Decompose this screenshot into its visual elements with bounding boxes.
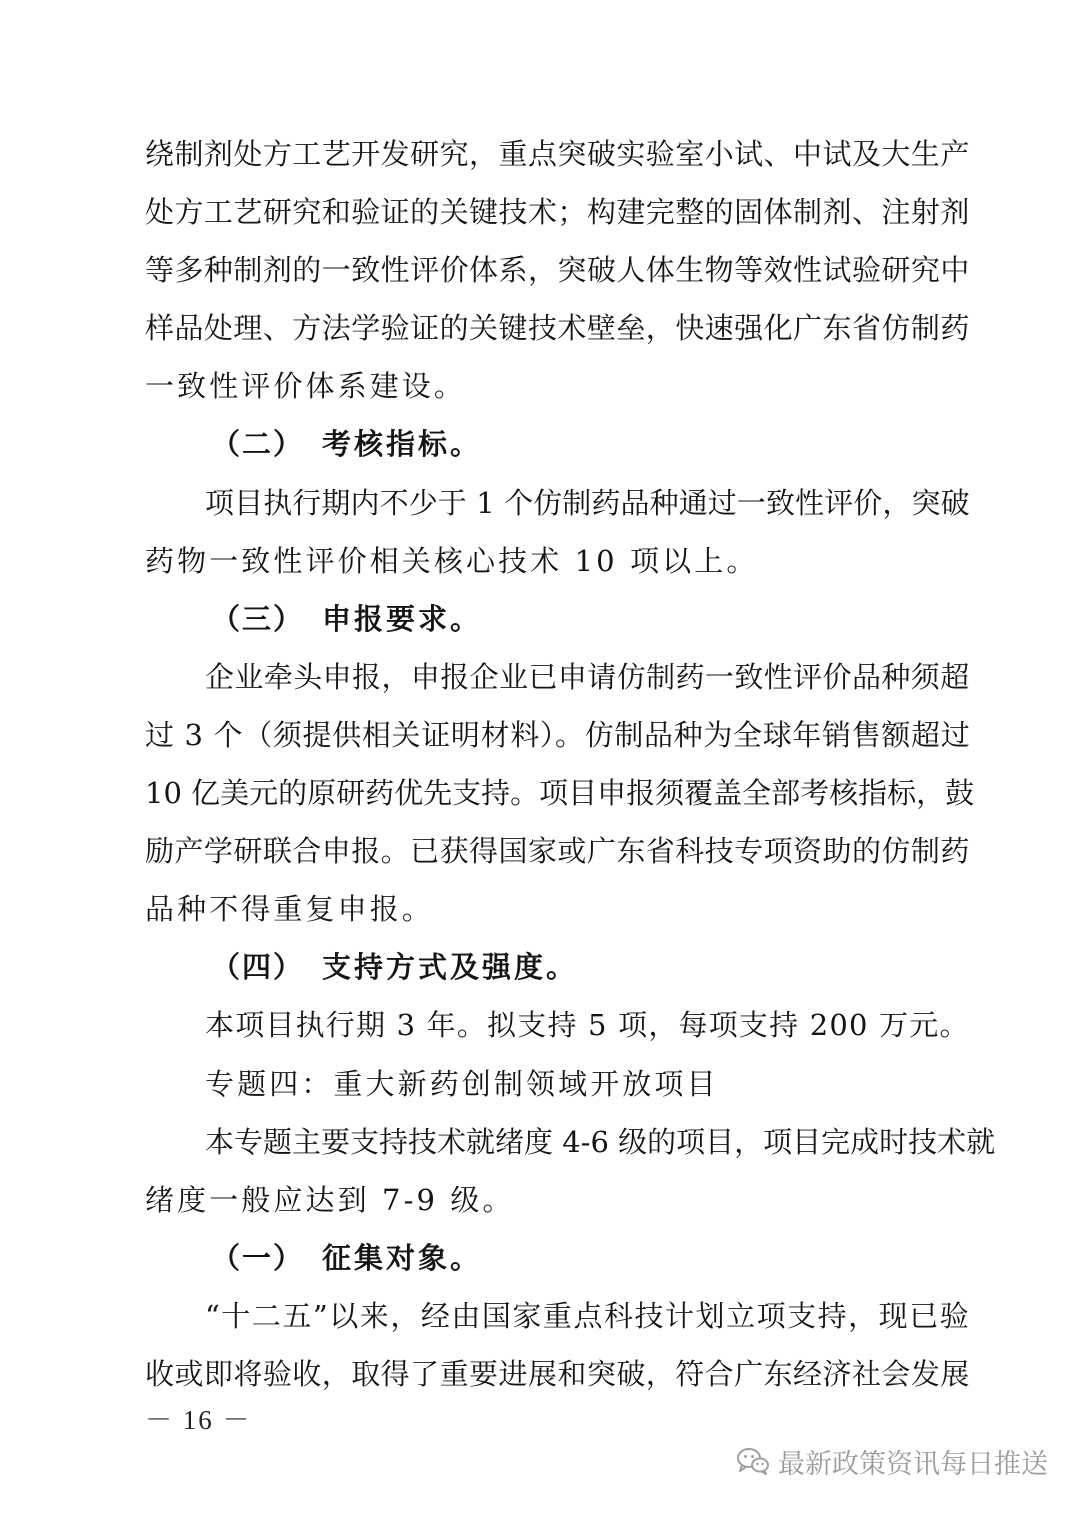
section-heading-number: （一） (211, 1240, 305, 1275)
section-heading-title: 考核指标。 (322, 427, 483, 462)
text-line: 品种不得重复申报。 (145, 892, 434, 927)
text-line: 专题四：重大新药创制领域开放项目 (205, 1066, 719, 1101)
text-line: 10 亿美元的原研药优先支持。项目申报须覆盖全部考核指标，鼓 (145, 776, 975, 811)
text-line: 样品处理、方法学验证的关键技术壁垒，快速强化广东省仿制药 (145, 311, 970, 346)
text-line: 企业牵头申报，申报企业已申请仿制药一致性评价品种须超 (205, 659, 970, 694)
text-line: 过 3 个（须提供相关证明材料）。仿制品种为全球年销售额超过 (145, 717, 971, 752)
text-line: 等多种制剂的一致性评价体系，突破人体生物等效性试验研究中 (145, 253, 970, 288)
section-heading-number: （二） (211, 427, 305, 462)
body-paragraph (145, 1055, 970, 1113)
text-line: 药物一致性评价相关核心技术 10 项以上。 (145, 543, 759, 578)
text-line: 本项目执行期 3 年。拟支持 5 项，每项支持 200 万元。 (205, 1008, 970, 1043)
section-heading-title: 征集对象。 (322, 1240, 483, 1275)
section-heading-title: 支持方式及强度。 (322, 950, 579, 985)
text-line: 收或即将验收，取得了重要进展和突破，符合广东经济社会发展 (145, 1356, 970, 1391)
body-paragraph (145, 1287, 970, 1403)
text-line: 一致性评价体系建设。 (145, 369, 467, 404)
text-line: 项目执行期内不少于 1 个仿制药品种通过一致性评价，突破 (205, 485, 970, 520)
section-heading (145, 1229, 970, 1287)
body-paragraph (145, 474, 970, 590)
page-number: － 16 － (145, 1405, 252, 1435)
document-body (145, 125, 996, 1403)
body-paragraph (145, 125, 970, 415)
text-line: 本专题主要支持技术就绪度 4-6 级的项目，项目完成时技术就 (205, 1124, 996, 1159)
text-line: 处方工艺研究和验证的关键技术；构建完整的固体制剂、注射剂 (145, 195, 970, 230)
text-line: “十二五”以来，经由国家重点科技计划立项支持，现已验 (205, 1298, 971, 1333)
section-heading (145, 415, 970, 473)
section-heading-number: （四） (211, 950, 305, 985)
text-line: 绕制剂处方工艺开发研究，重点突破实验室小试、中试及大生产 (145, 137, 970, 171)
text-line: 绪度一般应达到 7-9 级。 (145, 1182, 515, 1217)
watermark (736, 1441, 1048, 1481)
section-heading (145, 938, 970, 996)
body-paragraph (145, 648, 975, 938)
text-line: 励产学研联合申报。已获得国家或广东省科技专项资助的仿制药 (145, 834, 970, 869)
body-paragraph (145, 996, 970, 1054)
section-heading-number: （三） (211, 601, 305, 636)
body-paragraph (145, 1113, 996, 1229)
wechat-icon (736, 1446, 770, 1476)
section-heading-title: 申报要求。 (322, 601, 483, 636)
section-heading (145, 590, 970, 648)
watermark-text: 最新政策资讯每日推送 (778, 1448, 1048, 1480)
